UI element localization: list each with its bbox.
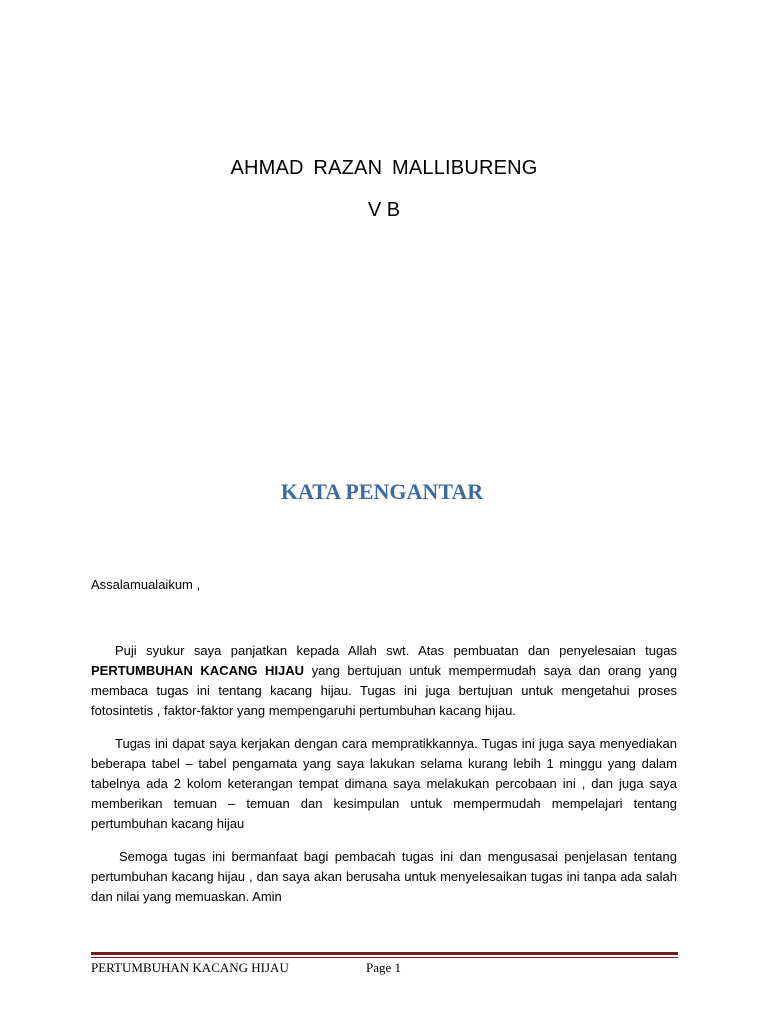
author-class: V B (367, 199, 401, 221)
paragraph-1-end: yang bertujuan untuk mempermudah saya dan orang yang membaca tugas ini tentang kacang hijau. Tugas ini juga bertujuan untuk mengetahui proses fotosintetis , faktor-faktor yang mempengaruhi pertumbuhan kacang hijau. (91, 663, 677, 718)
greeting-text: Assalamualaikum , (91, 577, 201, 592)
footer-page-number: Page 1 (366, 960, 402, 975)
paragraph-1-bold-title: PERTUMBUHAN KACANG HIJAU (91, 663, 305, 678)
section-heading: KATA PENGANTAR (280, 479, 484, 504)
footer-rule-thin (91, 957, 678, 958)
paragraph-1-start: Puji syukur saya panjatkan kepada Allah swt. Atas pembuatan dan penyelesaian tugas (115, 643, 677, 658)
footer-rule-thick (91, 952, 678, 955)
paragraph-1 (91, 641, 677, 721)
paragraph-3: Semoga tugas ini bermanfaat bagi pembacah tugas ini dan mengusasai penjelasan tentang pertumbuhan kacang hijau , dan saya akan berusaha untuk menyelesaikan tugas ini tanpa ada salah dan nilai yang memuaskan. Amin (91, 849, 677, 904)
footer-title: PERTUMBUHAN KACANG HIJAU (91, 960, 289, 975)
paragraph-2: Tugas ini dapat saya kerjakan dengan cara mempratikkannya. Tugas ini juga saya menyediakan beberapa tabel – tabel pengamata yang saya lakukan selama kurang lebih 1 minggu yang dalam tabelnya ada 2 kolom keterangan tempat dimana saya melakukan percobaan ini , dan juga saya memberikan temuan – temuan dan kesimpulan untuk mempermudah mempelajari tentang pertumbuhan kacang hijau (91, 736, 677, 831)
author-name: AHMAD RAZAN MALLIBURENG (230, 157, 538, 179)
